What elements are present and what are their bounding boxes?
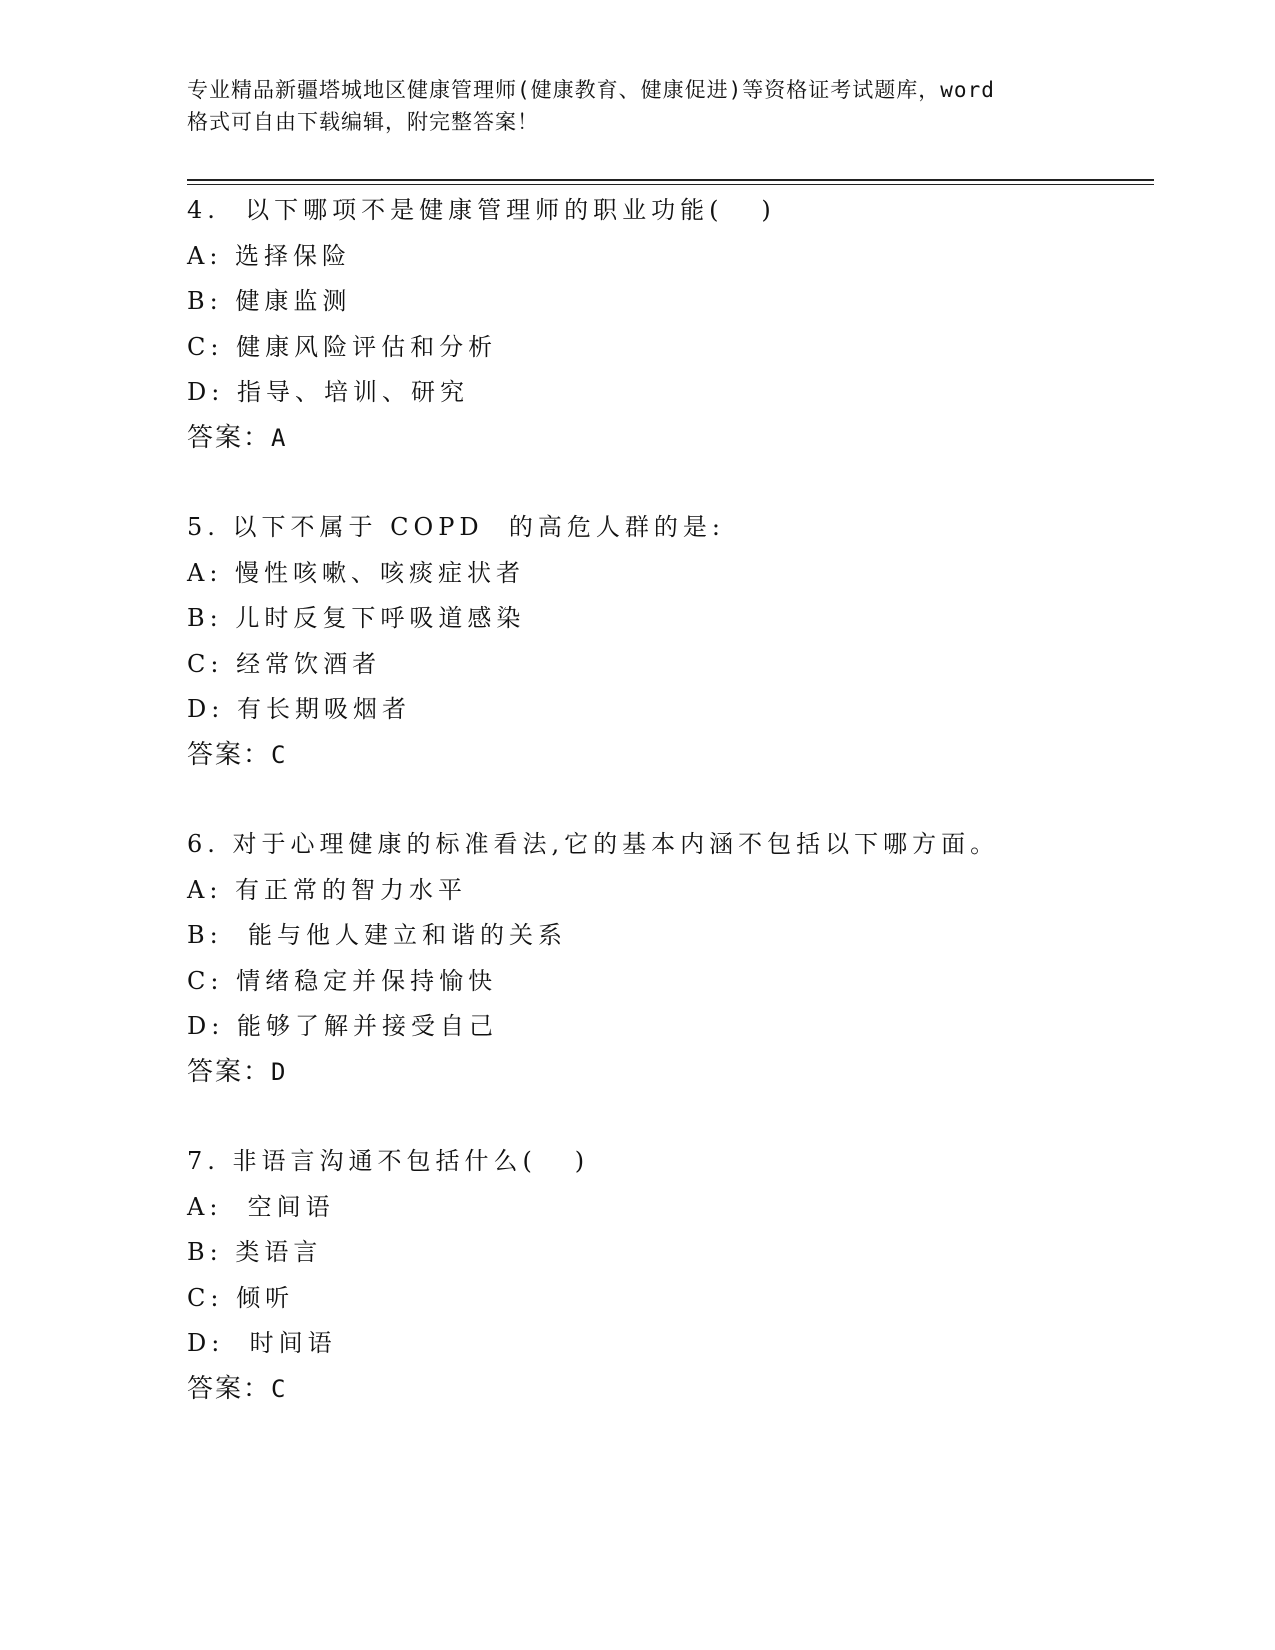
option-d: D: 有长期吸烟者 (187, 695, 411, 723)
answer-label: 答案： (187, 1373, 272, 1404)
question-stem: 7. 非语言沟通不包括什么( ) (187, 1147, 590, 1175)
option-a: A: 有正常的智力水平 (187, 875, 468, 904)
header-rule-thick (187, 179, 1154, 181)
answer-value: A (271, 423, 286, 452)
option-c: C: 倾听 (187, 1283, 295, 1312)
answer-label: 答案： (187, 739, 272, 770)
option-a: A: 选择保险 (187, 241, 352, 270)
document-header (187, 74, 1087, 138)
answer-value: D (271, 1057, 286, 1086)
answer-line (187, 733, 1147, 779)
option-d: D: 能够了解并接受自己 (187, 1012, 498, 1040)
question-stem: 4. 以下哪项不是健康管理师的职业功能( ) (187, 196, 776, 224)
question-6 (187, 822, 1147, 1095)
answer-line (187, 1050, 1147, 1096)
option-b: B: 健康监测 (187, 287, 352, 315)
answer-value: C (271, 1374, 286, 1403)
option-d: D: 时间语 (187, 1329, 337, 1357)
option-a: A: 空间语 (187, 1192, 335, 1221)
question-stem: 6. 对于心理健康的标准看法,它的基本内涵不包括以下哪方面。 (187, 830, 1000, 858)
question-4 (187, 188, 1147, 461)
question-stem: 5. 以下不属于 COPD 的高危人群的是: (187, 513, 725, 541)
option-c: C: 经常饮酒者 (187, 649, 382, 678)
option-b: B: 儿时反复下呼吸道感染 (187, 604, 526, 632)
answer-value: C (271, 740, 286, 769)
answer-label: 答案： (187, 1056, 272, 1087)
option-c: C: 情绪稳定并保持愉快 (187, 966, 498, 995)
option-b: B: 能与他人建立和谐的关系 (187, 921, 567, 949)
answer-line (187, 416, 1147, 462)
question-5 (187, 505, 1147, 778)
header-line-2: 格式可自由下载编辑，附完整答案！ (187, 110, 539, 134)
answer-label: 答案： (187, 422, 272, 453)
question-7 (187, 1139, 1147, 1412)
answer-line (187, 1367, 1147, 1413)
header-rule-thin (187, 184, 1154, 185)
option-b: B: 类语言 (187, 1238, 323, 1266)
option-a: A: 慢性咳嗽、咳痰症状者 (187, 558, 526, 587)
question-list (187, 188, 1147, 1456)
header-line-1: 专业精品新疆塔城地区健康管理师(健康教育、健康促进)等资格证考试题库，word (187, 78, 995, 102)
option-d: D: 指导、培训、研究 (187, 378, 469, 406)
option-c: C: 健康风险评估和分析 (187, 332, 498, 361)
